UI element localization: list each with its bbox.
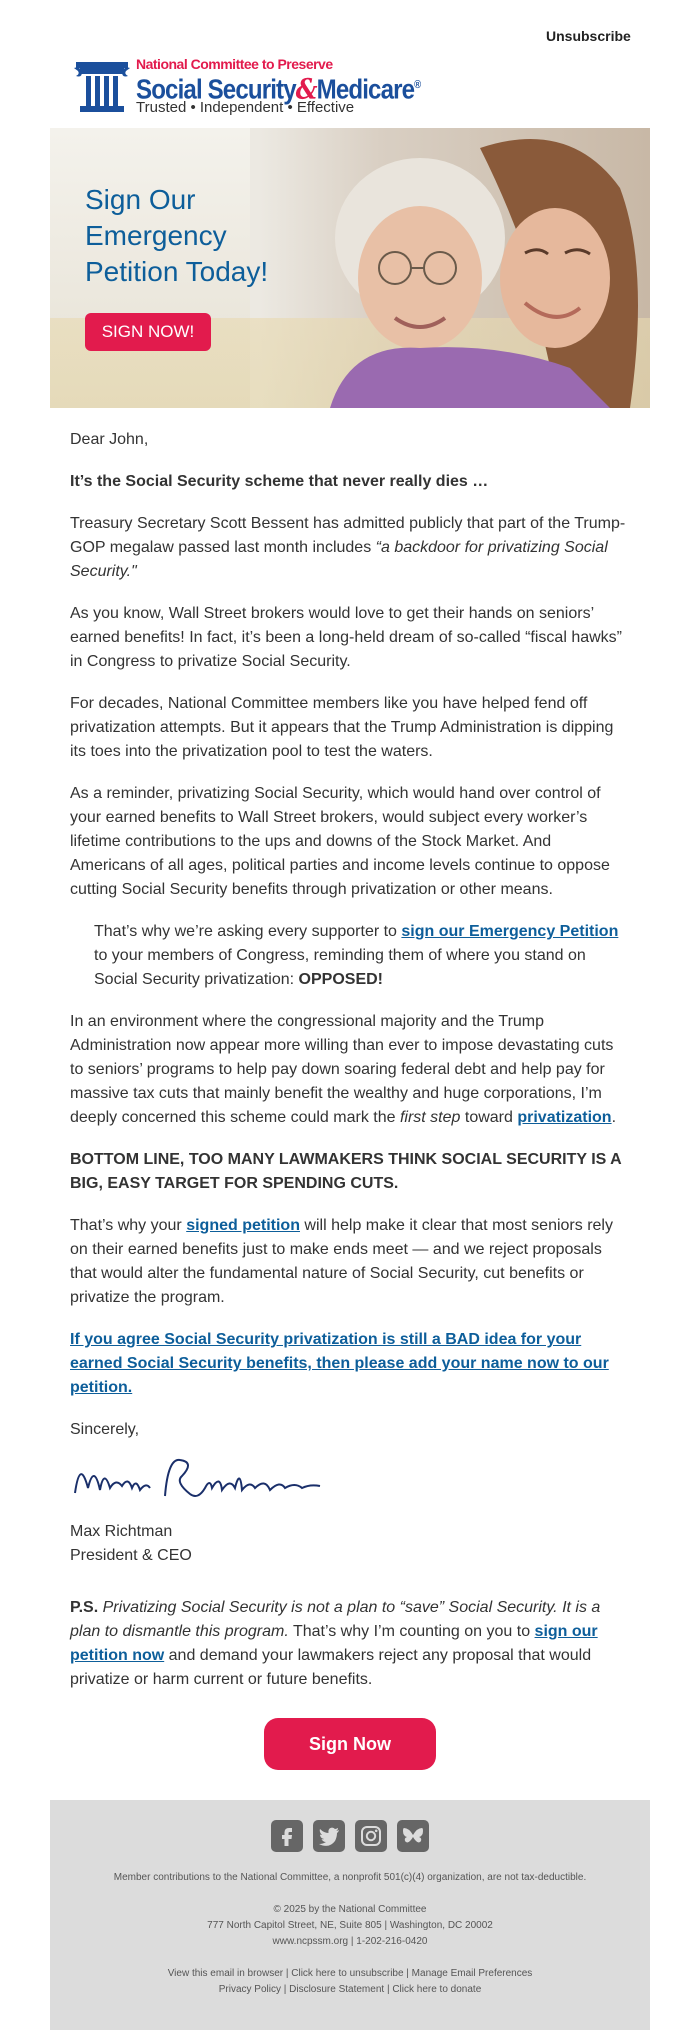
- footer-links-2[interactable]: Privacy Policy | Disclosure Statement | Click here to donate: [218, 1984, 482, 1995]
- greeting: Dear John,: [70, 431, 149, 448]
- paragraph-6: In an environment where the congressional majority and the Trump Administration now appear more willing than ever to impose devastating cuts to seniors’ programs to help pay down soaring federal debt and help pay for massive tax cuts that mainly benefit the wealthy and huge corporations, I’m deeply concerned this scheme could mark the first step toward privatization.: [70, 1013, 617, 1126]
- hero-photo-illustration: [310, 128, 650, 408]
- footer-disclaimer: Member contributions to the National Committee, a nonprofit 501(c)(4) organization, are not tax-deductible.: [113, 1872, 587, 1883]
- facebook-icon[interactable]: [271, 1820, 303, 1852]
- column-logo-icon: [72, 56, 132, 116]
- letter-body: [70, 428, 630, 1710]
- footer-address: 777 North Capitol Street, NE, Suite 805 | Washington, DC 20002: [207, 1920, 493, 1931]
- signature-image: [70, 1448, 630, 1508]
- footer: [50, 1800, 650, 2030]
- paragraph-7: That’s why your signed petition will help make it clear that most seniors rely on their earned benefits just to make ends meet — and we reject proposals that would alter the fundamental nature of Social Security, cut benefits or privatize the program.: [70, 1217, 613, 1306]
- hero-banner[interactable]: [50, 128, 650, 408]
- closing: Sincerely,: [70, 1421, 140, 1438]
- paragraph-5: That’s why we’re asking every supporter to sign our Emergency Petition to your members of Congress, reminding them of where you stand on Social Security privatization: OPPOSED!: [94, 923, 619, 988]
- instagram-icon[interactable]: [355, 1820, 387, 1852]
- sign-emergency-petition-link[interactable]: sign our Emergency Petition: [401, 923, 619, 940]
- footer-contact[interactable]: www.ncpssm.org | 1-202-216-0420: [272, 1936, 428, 1947]
- add-name-petition-link[interactable]: If you agree Social Security privatization is still a BAD idea for your earned Social Security benefits, then please add your name now to our petition.: [70, 1331, 609, 1396]
- privatization-link[interactable]: privatization: [517, 1109, 612, 1126]
- social-icons: [271, 1820, 429, 1852]
- logo-tagline: Trusted • Independent • Effective: [136, 99, 355, 116]
- hero-title: Sign Our Emergency Petition Today!: [85, 184, 269, 287]
- ncpssm-logo[interactable]: [72, 56, 472, 118]
- letter-headline: It’s the Social Security scheme that never really dies …: [70, 473, 489, 490]
- signed-petition-link[interactable]: signed petition: [186, 1217, 300, 1234]
- logo-line-1: National Committee to Preserve: [136, 56, 333, 72]
- signer-block: Max Richtman President & CEO: [70, 1523, 192, 1564]
- paragraph-3: For decades, National Committee members like you have helped fend off privatization attempts. But it appears that the Trump Administration is dipping its toes into the privatization pool to test the waters.: [70, 695, 614, 760]
- logo-line-2: Social Security&Medicare®: [136, 72, 421, 106]
- footer-copyright: © 2025 by the National Committee: [273, 1904, 427, 1915]
- paragraph-2: As you know, Wall Street brokers would love to get their hands on seniors’ earned benefits! In fact, it’s been a long-held dream of so-called “fiscal hawks” in Congress to privatize Social Security.: [70, 605, 622, 670]
- footer-links-1[interactable]: View this email in browser | Click here to unsubscribe | Manage Email Preferences: [167, 1968, 533, 1979]
- sign-petition-now-link[interactable]: sign our petition now: [70, 1623, 598, 1664]
- bluesky-icon[interactable]: [397, 1820, 429, 1852]
- postscript: P.S. Privatizing Social Security is not a plan to “save” Social Security. It is a plan to dismantle this program. That’s why I’m counting on you to sign our petition now and demand your lawmakers reject any proposal that would privatize or harm current or future benefits.: [70, 1599, 601, 1688]
- sign-now-button[interactable]: Sign Now: [264, 1718, 436, 1770]
- paragraph-1: Treasury Secretary Scott Bessent has admitted publicly that part of the Trump-GOP megalaw passed last month includes “a backdoor for privatizing Social Security.": [70, 515, 626, 580]
- hero-sign-now-button[interactable]: SIGN NOW!: [85, 313, 211, 351]
- paragraph-4: As a reminder, privatizing Social Security, which would hand over control of your earned benefits to Wall Street brokers, would subject every worker’s lifetime contributions to the ups and downs of the Stock Market. And Americans of all ages, political parties and income levels continue to oppose cutting Social Security benefits through privatization or other means.: [70, 785, 610, 898]
- twitter-icon[interactable]: [313, 1820, 345, 1852]
- unsubscribe-link[interactable]: Unsubscribe: [546, 28, 631, 44]
- bottom-line: BOTTOM LINE, TOO MANY LAWMAKERS THINK SOCIAL SECURITY IS A BIG, EASY TARGET FOR SPENDING CUTS.: [70, 1151, 622, 1192]
